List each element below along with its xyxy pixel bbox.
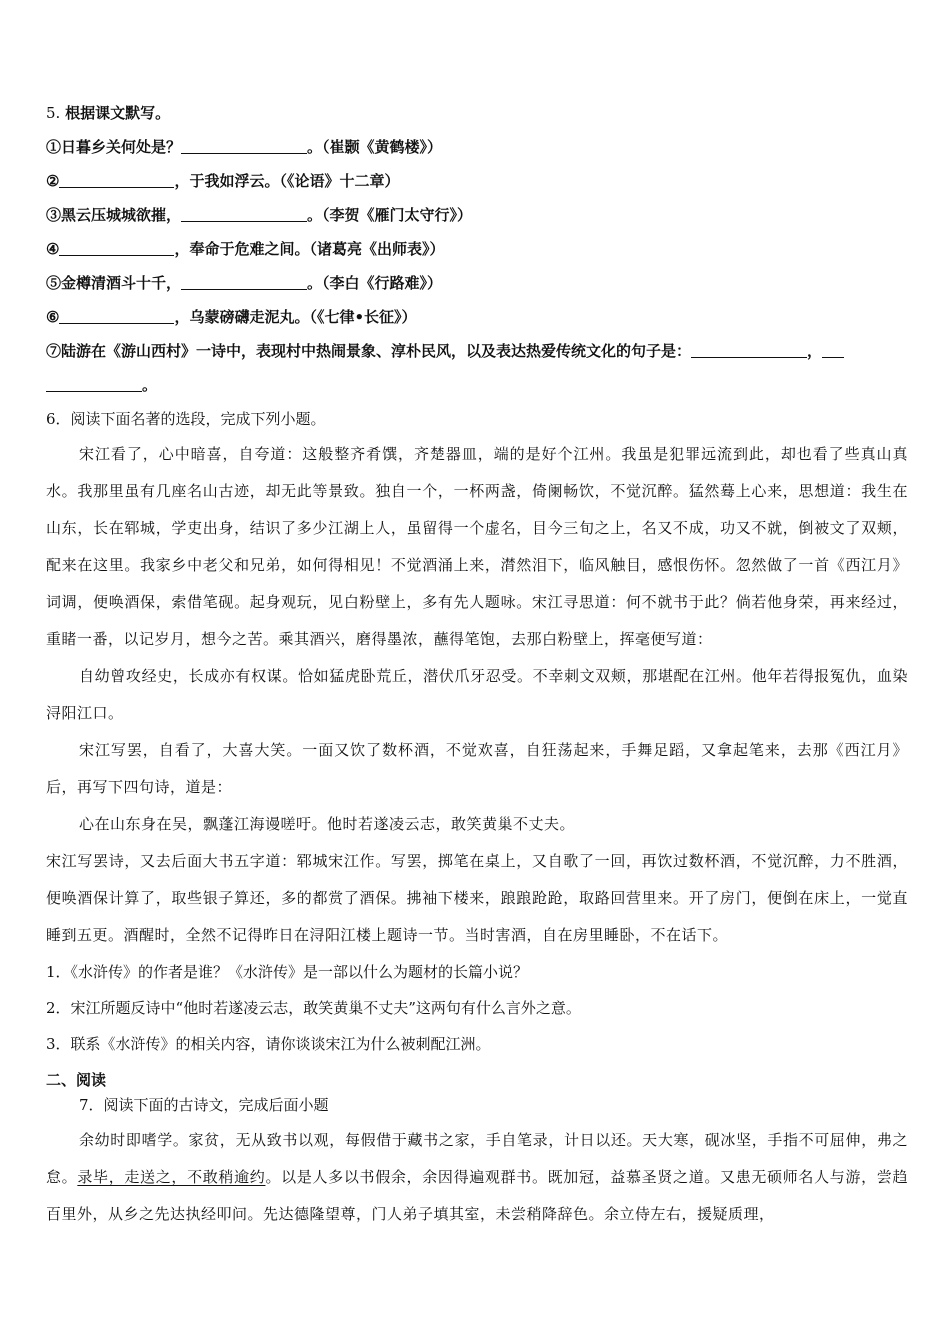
- q5-item-7: ⑦陆游在《游山西村》一诗中，表现村中热闹景象、淳朴民风，以及表达热爱传统文化的句子是： ，: [46, 334, 908, 368]
- answer-blank[interactable]: [691, 343, 807, 358]
- q5-item-7-cont: 。: [46, 368, 908, 402]
- q6-sub-2: 2．宋江所题反诗中“他时若遂凌云志，敢笑黄巢不丈夫”这两句有什么言外之意。: [46, 999, 581, 1017]
- q5-item-4: ④ ，奉命于危难之间。（诸葛亮《出师表》）: [46, 240, 445, 258]
- answer-blank[interactable]: [59, 173, 174, 188]
- q5-item-5: ⑤金樽清酒斗十千， 。（李白《行路难》）: [46, 274, 443, 292]
- answer-blank[interactable]: [59, 241, 174, 256]
- answer-blank[interactable]: [822, 343, 844, 358]
- answer-blank[interactable]: [181, 207, 307, 222]
- section-heading: 二、阅读: [46, 1071, 107, 1089]
- q7-passage: 余幼时即嗜学。家贫，无从致书以观，每假借于藏书之家，手自笔录，计日以还。天大寒，砚冰坚，手指不可屈伸，弗之怠。录毕，走送之，不敢稍逾约。以是人多以书假余，余因得遍观群书。既加冠，益慕圣贤之道。又患无硕师名人与游，尝趋百里外，从乡之先达执经叩问。先达德隆望尊，门人弟子填其室，未尝稍降辞色。余立侍左右，援疑质理，: [46, 1131, 908, 1223]
- q5-item-2: ② ，于我如浮云。（《论语》十二章）: [46, 172, 400, 190]
- q6-passage-para-3: 宋江写罢诗，又去后面大书五字道：郓城宋江作。写罢，掷笔在桌上，又自歌了一回，再饮过数杯酒，不觉沉醉，力不胜酒，便唤酒保计算了，取些银子算还，多的都赏了酒保。拂袖下楼来，踉踉跄跄，取路回营里来。开了房门，便倒在床上，一觉直睡到五更。酒醒时，全然不记得昨日在浔阳江楼上题诗一节。当时害酒，自在房里睡卧，不在话下。: [46, 852, 908, 944]
- answer-blank[interactable]: [59, 309, 174, 324]
- answer-blank[interactable]: [181, 139, 307, 154]
- q5-title-text: 根据课文默写。: [65, 104, 171, 122]
- q5-title: [46, 96, 908, 130]
- q5-item-3: ③黑云压城城欲摧， 。（李贺《雁门太守行》）: [46, 206, 473, 224]
- q6-poem-2: 心在山东身在吴，飘蓬江海谩嗟吁。他时若遂凌云志，敢笑黄巢不丈夫。: [79, 815, 576, 833]
- q6-passage-para-1: 宋江看了，心中暗喜，自夸道：这般整齐肴馔，齐楚器皿，端的是好个江州。我虽是犯罪远流到此，却也看了些真山真水。我那里虽有几座名山古迹，却无此等景致。独自一个，一杯两盏，倚阑畅饮，不觉沉醉。猛然蓦上心来，思想道：我生在山东，长在郓城，学吏出身，结识了多少江湖上人，虽留得一个虚名，目今三旬之上，名又不成，功又不就，倒被文了双颊，配来在这里。我家乡中老父和兄弟，如何得相见！不觉酒涌上来，潸然泪下，临风触目，感恨伤怀。忽然做了一首《西江月》词调，便唤酒保，索借笔砚。起身观玩，见白粉壁上，多有先人题咏。宋江寻思道：何不就书于此？倘若他身荣，再来经过，重睹一番，以记岁月，想今之苦。乘其酒兴，磨得墨浓，蘸得笔饱，去那白粉壁上，挥毫便写道：: [46, 445, 908, 648]
- answer-blank[interactable]: [46, 377, 142, 392]
- q6-passage-para-2: 宋江写罢，自看了，大喜大笑。一面又饮了数杯酒，不觉欢喜，自狂荡起来，手舞足蹈，又拿起笔来，去那《西江月》后，再写下四句诗，道是：: [46, 741, 908, 796]
- q6-sub-1: 1．《水浒传》的作者是谁？《水浒传》是一部以什么为题材的长篇小说？: [46, 963, 529, 981]
- q6-poem-1: 自幼曾攻经史，长成亦有权谋。恰如猛虎卧荒丘，潜伏爪牙忍受。不幸刺文双颊，那堪配在江州。他年若得报冤仇，血染浔阳江口。: [46, 667, 908, 722]
- q6-sub-3: 3．联系《水浒传》的相关内容，请你谈谈宋江为什么被刺配江洲。: [46, 1035, 491, 1053]
- document-page: [46, 96, 908, 1233]
- underlined-sentence: 录毕，走送之，不敢稍逾约: [77, 1168, 266, 1186]
- q5-item-1: ①日暮乡关何处是？ 。（崔颢《黄鹤楼》）: [46, 138, 443, 156]
- q5-number: 5.: [46, 104, 61, 122]
- answer-blank[interactable]: [181, 275, 307, 290]
- q7-title: 7．阅读下面的古诗文，完成后面小题: [79, 1096, 329, 1114]
- q5-item-6: ⑥ ，乌蒙磅礴走泥丸。（《七律•长征》）: [46, 308, 417, 326]
- q6-title: 6．阅读下面名著的选段，完成下列小题。: [46, 410, 326, 428]
